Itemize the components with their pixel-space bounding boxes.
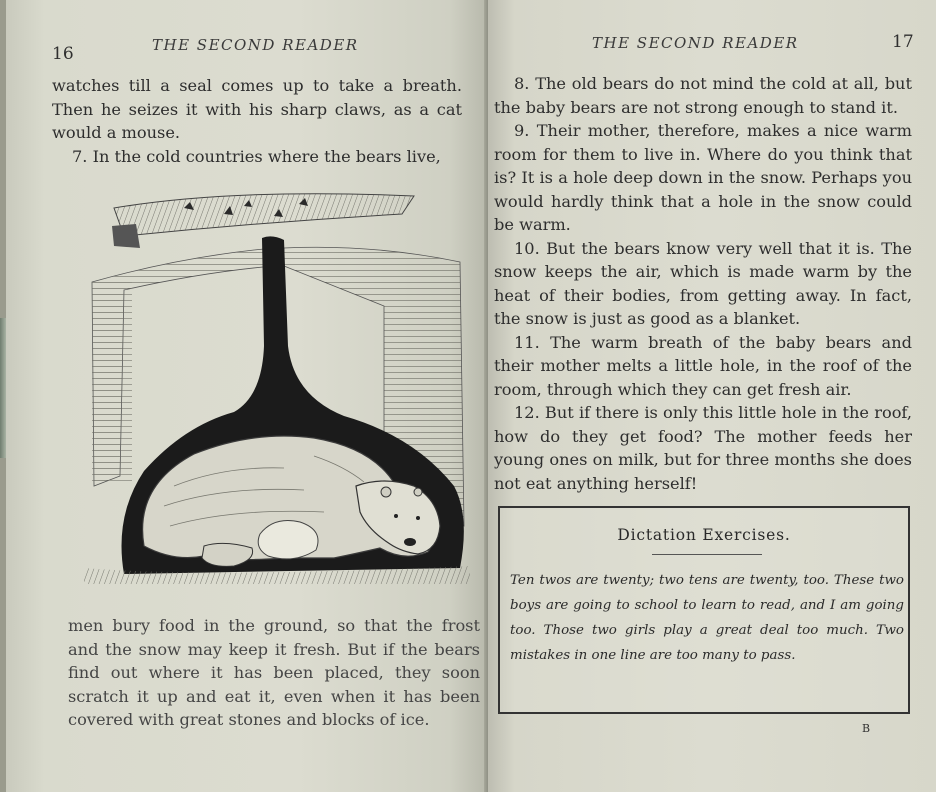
right-running-head: THE SECOND READER <box>592 34 799 52</box>
illustration-svg <box>84 186 470 584</box>
right-body-text <box>494 72 912 495</box>
right-page <box>488 0 936 792</box>
signature-mark: B <box>862 722 871 735</box>
dictation-divider <box>652 554 762 555</box>
right-page-number: 17 <box>892 32 914 52</box>
right-paragraph-11: 11. The warm breath of the baby bears and their mother melts a little hole, in the roof of the room, through which they can get fresh air. <box>494 332 912 399</box>
right-paragraph-9: 9. Their mother, therefore, makes a nice warm room for them to live in. Where do you think that is? It is a hole deep down in the snow. Perhaps you would hardly think that a hole in the snow could be warm. <box>494 121 912 234</box>
dictation-exercises-box <box>498 506 910 714</box>
polar-bear-illustration <box>84 186 470 584</box>
left-top-text <box>52 74 462 168</box>
right-paragraph-8: 8. The old bears do not mind the cold at all, but the baby bears are not strong enough to stand it. <box>494 74 912 117</box>
left-running-head: THE SECOND READER <box>152 36 359 54</box>
left-bottom-text: men bury food in the ground, so that the frost and the snow may keep it fresh. But if the bears find out where it has been placed, they soon scratch it up and eat it, even when it has been covered with great stones and blocks of ice. <box>68 616 480 730</box>
left-paragraph-continued: watches till a seal comes up to take a breath. Then he seizes it with his sharp claws, as a cat would a mouse. <box>52 76 462 142</box>
dictation-text: Ten twos are twenty; two tens are twenty, too. These two boys are going to school to learn to read, and I am going too. Those two girls play a great deal too much. Two mistakes in one line are too many to pass. <box>510 573 904 663</box>
right-paragraph-12: 12. But if there is only this little hole in the roof, how do they get food? The mother feeds her young ones on milk, but for three months she does not eat anything herself! <box>494 403 912 493</box>
left-paragraph-7: 7. In the cold countries where the bears live, <box>72 146 441 166</box>
dictation-title: Dictation Exercises. <box>617 526 791 544</box>
left-page <box>6 0 488 792</box>
right-paragraph-10: 10. But the bears know very well that it is. The snow keeps the air, which is made warm by the heat of their bodies, from getting away. In fact, the snow is just as good as a blanket. <box>494 238 912 328</box>
left-page-number: 16 <box>52 44 74 64</box>
